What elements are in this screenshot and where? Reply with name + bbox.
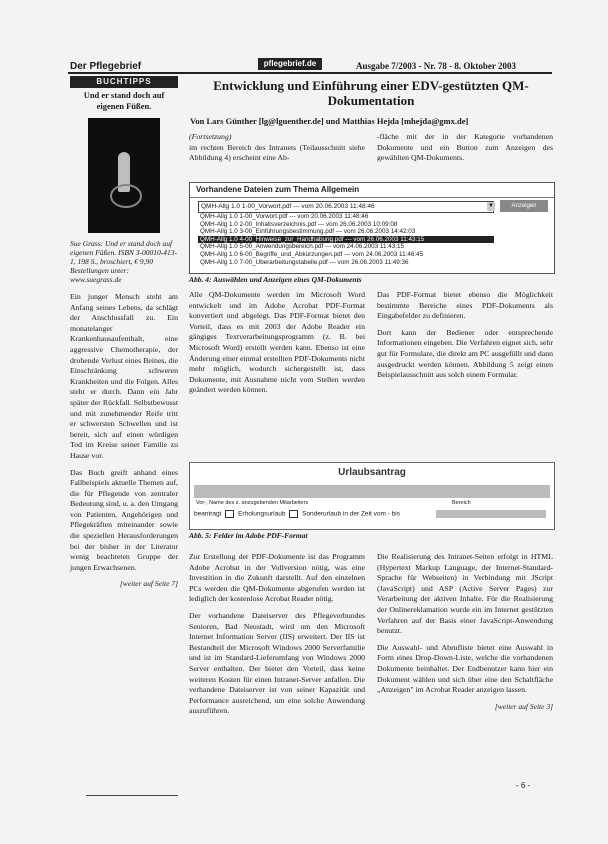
form-row-prefix: beantragt	[194, 510, 222, 518]
document-option[interactable]: QMH-Allg 1.0 4-00_Hinweise_zur_Handhabung.pdf --- vom 26.06.2003 11:43:15	[198, 236, 494, 244]
document-options	[198, 213, 494, 266]
bottom-left	[189, 552, 365, 723]
form-date-label: Bereich	[452, 500, 471, 506]
bottom-right-paragraph: Die Auswahl- und Abrufliste bietet eine Auswahl in Form eines Drop-Down-Liste, welche die vorhandenen Dokumente beinhaltet. Der Endbenutzer kann hier ein Dokument wählen und sich über eine den Schaltfläche „Anzeigen" im Acrobat Reader anzeigen lassen.	[377, 642, 553, 695]
document-option[interactable]: QMH-Allg 1.0 7-00_Überarbeitungstabelle.pdf --- vom 26.06.2003 11:49:36	[200, 258, 409, 266]
bottom-left-paragraph: Zur Erstellung der PDF-Dokumente ist das Programm Adobe Acrobat in der Vollversion nötig, was eine Investition in die Zukunft darstellt. Auf den einzelnen PCs werden die QM-Dokumente abgerufen werden ist lediglich der kostenlose Acrobat Reader nötig.	[189, 552, 365, 604]
book-caption: Sue Grass: Und er stand doch auf eigenen Füßen. ISBN 3-00010-413-1, 198 S., broschiert, € 9,90 Bestellungen unter: www.suegrass.de	[70, 239, 178, 284]
sidebar-paragraph: Das Buch greift anhand eines Fallbeispiels aktuelle Themen auf, die für Pflegende von zentraler Bedeutung sind, u. a. den Umgang von Patienten, Angehörigen und Pflegekräften miteinander sowie die speziellen Herausforderungen bei der bisher in der Literatur wenig beachteten Gruppe der jungen Erwachsenen.	[70, 467, 178, 572]
figure-4-caption: Abb. 4: Auswählen und Anzeigen eines QM-Dokuments	[189, 275, 362, 284]
form-option-row	[194, 510, 400, 518]
article-title: Entwicklung und Einführung einer EDV-gestützten QM-Dokumentation	[213, 78, 529, 108]
document-list-screenshot	[189, 182, 555, 274]
publication-name: Der Pflegebrief	[70, 61, 142, 72]
form-name-label: Vor-, Name des z. anzugebenden Mitarbeiters	[196, 500, 309, 506]
bottom-left-paragraph: Der vorhandene Dateiserver des Pflegeverbundes Senioren, Bad Neustadt, wird um den Microsoft Internet Information Server (IIS) erweitert. Der IIS ist Bestandteil der Microsoft Windows 2000 Serverfamilie und ist im Standard-Lieferumfang von Windows 2000 Server enthalten. Der bietet den Vorteil, dass keine weiteren Kosten für einen Intranet-Server anfallen. Die verhandene Dateiserver ist von seiner Kapazität und Performance ausreichend, um eine solche Anwendung auszuführen.	[189, 610, 365, 716]
website-badge: pflegebrief.de	[258, 58, 322, 70]
sidebar-continued: [weiter auf Seite 7]	[119, 579, 178, 589]
form-title: Urlaubsantrag	[338, 467, 406, 478]
mid-right-paragraph: Das PDF-Format bietet ebenso die Möglichkeit bestimmte Bereiche eines PDF-Dokuments als Eingabefelder zu definieren.	[377, 290, 553, 321]
mid-left: Alle QM-Dokumente werden im Microsoft Word entwickelt und im Adobe Acrobat PDF-Format konvertiert und abgelegt. Das PDF-Format bietet den Vorteil, dass es mit 2003 der Adobe Reader ein gängiges Textverarbeitungsprogramm (z. B. bei Microsoft Word) erstellt werden kann. Ebenso ist eine Änderung einer einmal erstellten PDF-Dokuments nicht mehr möglich, wodurch sichergestellt ist, dass Dokumente, mit Ausnahme nicht vom Stellen werden geändert werden können.	[189, 290, 365, 395]
intro-left-text: im rechten Bereich des Intranets (Teilausschnitt siehe Abbildung 4) erscheint eine Ab-	[189, 142, 365, 163]
show-document-button[interactable]: Anzeigen	[500, 200, 548, 212]
bottom-right	[377, 552, 553, 711]
option-special-leave-label: Sonderurlaub in der Zeit vom - bis	[302, 510, 400, 518]
panel-title: Vorhandene Dateien zum Thema Allgemein	[190, 183, 554, 198]
document-option[interactable]: QMH-Allg 1.0 5-00_Anwendungsbereich.pdf --- vom 24.06.2003 11:43:15	[200, 243, 404, 251]
option-recreation-label: Erholungsurlaub	[238, 510, 286, 518]
checkbox-recreation[interactable]	[225, 510, 234, 518]
intro-right: -fläche mit der in der Kategorie vorhandenen Dokumente und ein Button zum Anzeigen des gewählten QM-Dokuments.	[377, 132, 553, 163]
continuation-label: (Fortsetzung)	[189, 132, 232, 141]
article-authors: Von Lars Günther [lg@lguenther.de] und Matthias Hejda [mhejda@gmx.de]	[190, 116, 469, 126]
article-continued: [weiter auf Seite 3]	[494, 701, 553, 711]
page-number: - 6 -	[516, 781, 531, 790]
issue-info: Ausgabe 7/2003 - Nr. 78 - 8. Oktober 2003	[356, 61, 517, 71]
document-option[interactable]: QMH-Allg 1.0 1-00_Vorwort.pdf --- vom 20.06.2003 11:48:46	[200, 213, 369, 220]
vacation-form-figure	[189, 462, 555, 530]
document-select[interactable]: QMH-Allg 1.0 1-00_Vorwort.pdf --- vom 20.06.2003 11:48:46	[198, 201, 494, 213]
mid-right-paragraph: Dort kann der Bediener oder entsprechende Informationen eingeben. Die Verfahren eignet sich, sehr gut für Formulare, die direkt am PC ausgefüllt und dann ausgedruckt werden können. Abbildung 5 zeigt einen Beispielausschnitt aus solch einem Formular.	[377, 327, 553, 380]
book-title: Und er stand doch auf eigenen Füßen.	[83, 90, 165, 111]
header-rule	[68, 72, 552, 74]
book-cover-image	[88, 118, 160, 233]
document-option[interactable]: QMH-Allg 1.0 3-00_Einführungsbestimmung.pdf --- vom 26.06.2003 14:42:03	[200, 228, 416, 236]
bottom-right-paragraph: Die Realisierung des Intranet-Seiten erfolgt in HTML (Hypertext Markup Language, der Internet-Standard-Sprache für Webseiten) in Verbindung mit JScript (JavaScript) und ASP (Active Server Pages) zur Verarbeitung der aktiven Inhalte. Für die Realisierung der Onlinereklamation wurde ein im Internet gestützten Verfahren auf der Basis einer JavaScript-Anwendung benutzt.	[377, 552, 553, 636]
chevron-down-icon[interactable]: ▼	[488, 203, 494, 209]
sidebar	[70, 76, 178, 588]
cover-wheelchair	[110, 184, 142, 208]
sidebar-body	[70, 292, 178, 573]
figure-5-caption: Abb. 5: Felder im Adobe PDF-Format	[189, 531, 308, 540]
document-option[interactable]: QMH-Allg 1.0 2-00_Inhaltsverzeichnis.pdf --- vom 26.06.2003 10:09:08	[200, 220, 398, 228]
footer-rule	[86, 795, 178, 796]
checkbox-special-leave[interactable]	[289, 510, 298, 518]
document-option[interactable]: QMH-Allg 1.0 6-00_Begriffe_und_Abkürzungen.pdf --- vom 24.06.2003 11:46:45	[200, 250, 424, 258]
sidebar-section-label: BUCHTIPPS	[70, 76, 178, 88]
form-date-field[interactable]	[436, 510, 546, 518]
form-name-field[interactable]	[194, 485, 550, 498]
mid-right	[377, 290, 553, 387]
sidebar-paragraph: Ein junger Mensch steht am Anfang seines Lebens, da schlägt der Anschlussfall zu. Ein monatelanger Krankenhausaufenthalt, eine aggressive Chemotherapie, der drohende Verlust eines Beines, die Einschränkung schweren Krankheiten und die Folgen. Alles steht er durch. Dann ein Jahr später der Rückfall. Selbstbewusst und mit zunehmender Reife tritt er schwersten Schwellen und ist bereit, sich auf einen würdigen Tod im Kreise seiner Familie zu Hause vor.	[70, 292, 178, 460]
intro-left	[189, 132, 365, 164]
